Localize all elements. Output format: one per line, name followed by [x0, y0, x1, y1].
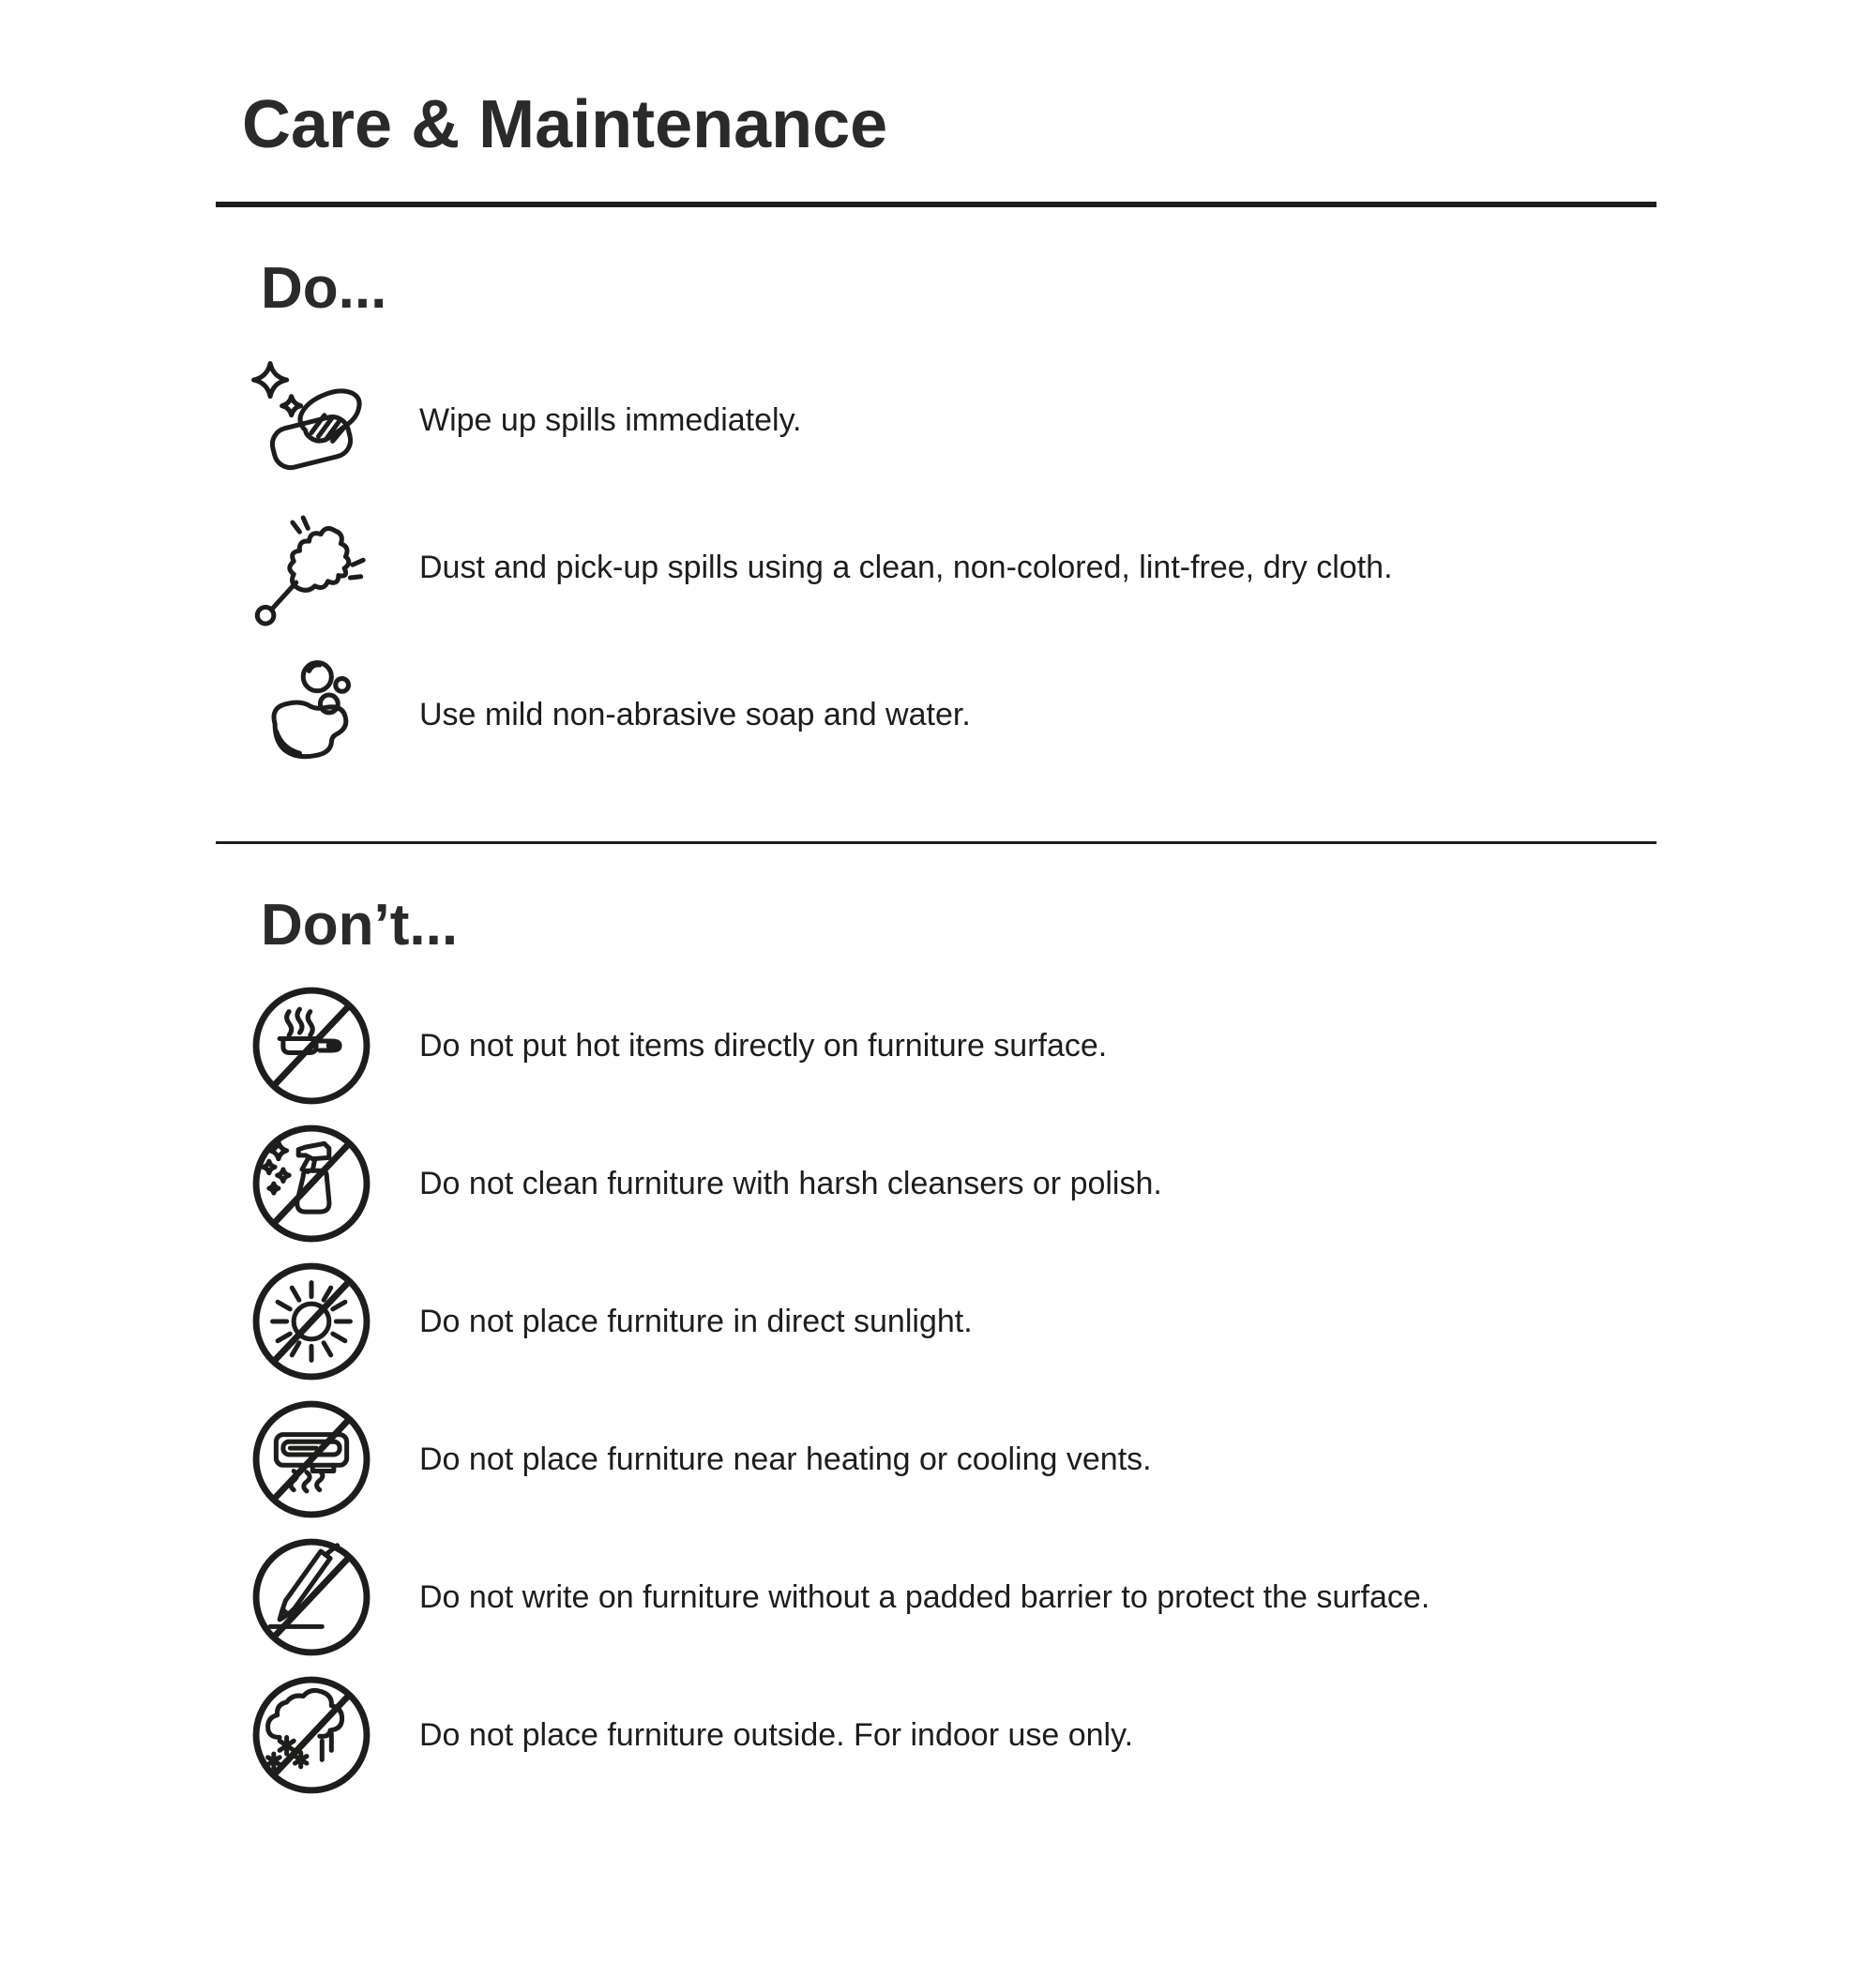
no-heating-vents-icon — [247, 1395, 376, 1524]
duster-icon — [247, 504, 376, 633]
instruction-text: Do not write on furniture without a padded barrier to protect the surface. — [419, 1578, 1430, 1615]
care-maintenance-document — [0, 86, 1876, 1804]
dont-section — [216, 893, 1657, 1804]
list-item — [216, 1115, 1657, 1253]
no-hot-items-icon — [247, 981, 376, 1110]
instruction-text: Dust and pick-up spills using a clean, non-colored, lint-free, dry cloth. — [419, 550, 1393, 586]
no-direct-sunlight-icon — [247, 1257, 376, 1386]
dont-heading: Don’t... — [261, 893, 459, 958]
instruction-text: Use mild non-abrasive soap and water. — [419, 697, 971, 733]
list-item — [216, 494, 1657, 641]
title-divider — [216, 202, 1657, 207]
instruction-text: Do not put hot items directly on furniture surface. — [419, 1027, 1108, 1064]
list-item — [216, 347, 1657, 494]
list-item — [216, 641, 1657, 789]
instruction-text: Do not place furniture outside. For indoor use only. — [419, 1716, 1134, 1753]
list-item — [216, 977, 1657, 1115]
no-outdoor-icon — [247, 1670, 376, 1800]
list-item — [216, 1253, 1657, 1391]
instruction-text: Do not clean furniture with harsh cleansers or polish. — [419, 1165, 1162, 1201]
list-item — [216, 1391, 1657, 1529]
wipe-hand-icon — [247, 356, 376, 486]
page-title: Care & Maintenance — [242, 87, 888, 162]
do-heading: Do... — [261, 255, 387, 321]
section-divider — [216, 841, 1657, 844]
do-section — [216, 256, 1657, 789]
no-harsh-cleansers-icon — [247, 1119, 376, 1248]
no-writing-icon — [247, 1532, 376, 1662]
do-list — [216, 347, 1657, 789]
instruction-text: Wipe up spills immediately. — [419, 402, 802, 439]
instruction-text: Do not place furniture near heating or cooling vents. — [419, 1441, 1152, 1477]
dont-list — [216, 977, 1657, 1804]
soap-icon — [247, 651, 376, 780]
list-item — [216, 1529, 1657, 1667]
list-item — [216, 1667, 1657, 1804]
instruction-text: Do not place furniture in direct sunlight. — [419, 1303, 973, 1339]
